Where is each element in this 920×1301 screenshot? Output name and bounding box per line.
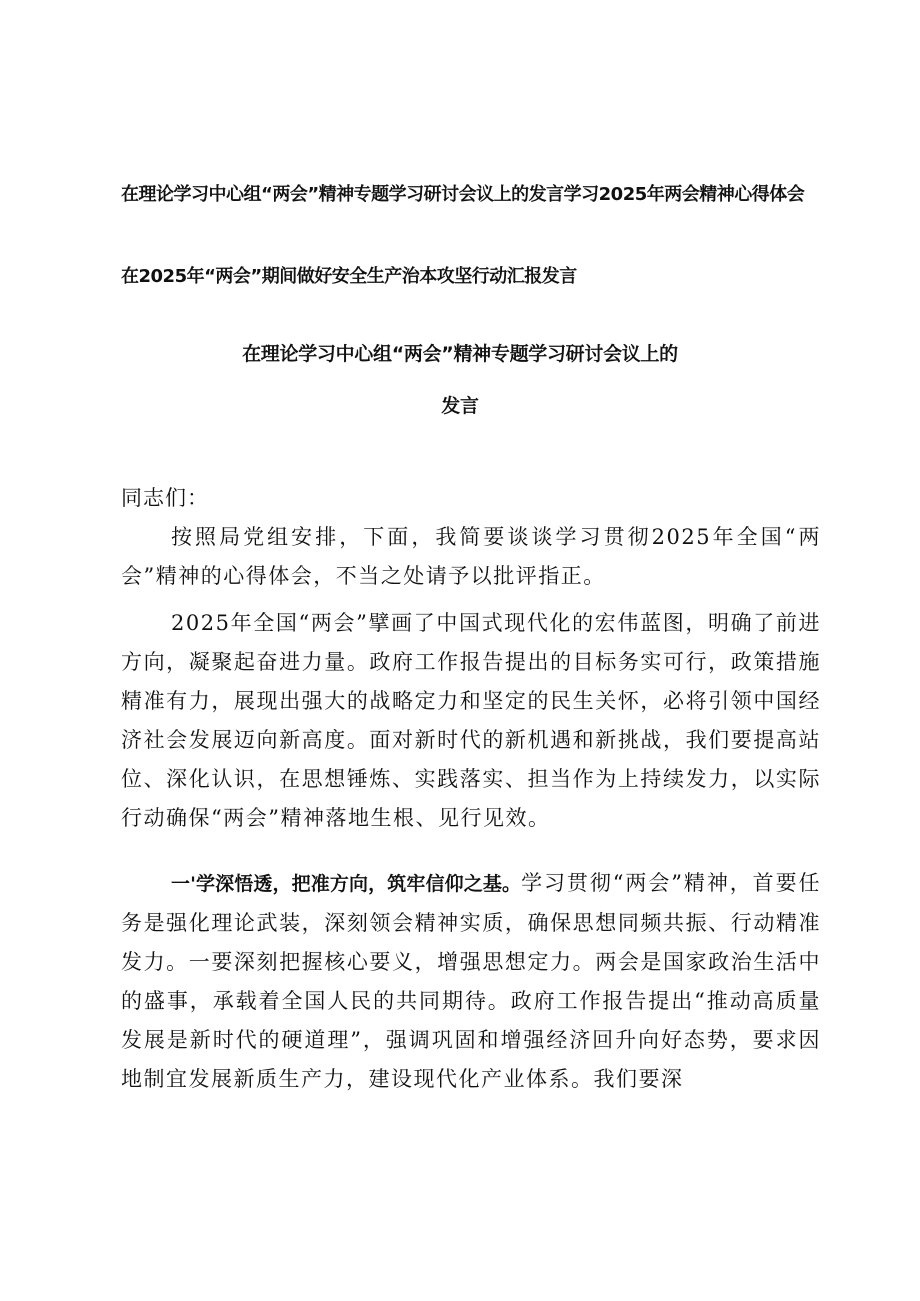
document-title-line-2: 发言 <box>441 395 479 417</box>
document-title-line-1: 在理论学习中心组“两会”精神专题学习研讨会议上的 <box>242 343 678 365</box>
paragraph-3 <box>121 864 821 1099</box>
paragraph-3-body: 学习贯彻“两会”精神，首要任务是强化理论武装，深刻领会精神实质，确保思想同频共振、行动精准发力。一要深刻把握核心要义，增强思想定力。两会是国家政治生活中的盛事，承载着全国人民的共同期待。政府工作报告提出“推动高质量发展是新时代的硬道理”，强调巩固和增强经济回升向好态势，要求因地制宜发展新质生产力，建设现代化产业体系。我们要深 <box>121 871 821 1091</box>
paragraph-3-lead: 一'学深悟透，把准方向，筑牢信仰之基。 <box>171 873 522 895</box>
paragraph-2: 2025年全国“两会”擘画了中国式现代化的宏伟蓝图，明确了前进方向，凝聚起奋进力量。政府工作报告提出的目标务实可行，政策措施精准有力，展现出强大的战略定力和坚定的民生关怀，必将引领中国经济社会发展迈向新高度。面对新时代的新机遇和新挑战，我们要提高站位、深化认识，在思想锤炼、实践落实、担当作为上持续发力，以实际行动确保“两会”精神落地生根、见行见效。 <box>121 611 821 830</box>
toc-item-2: 在2025年“两会”期间做好安全生产治本攻坚行动汇报发言 <box>121 266 577 287</box>
toc-item-1: 在理论学习中心组“两会”精神专题学习研讨会议上的发言学习2025年两会精神心得体会 <box>121 184 805 205</box>
paragraph-1: 按照局党组安排，下面，我简要谈谈学习贯彻2025年全国“两会”精神的心得体会，不当之处请予以批评指正。 <box>121 525 821 588</box>
salutation: 同志们： <box>121 486 209 510</box>
